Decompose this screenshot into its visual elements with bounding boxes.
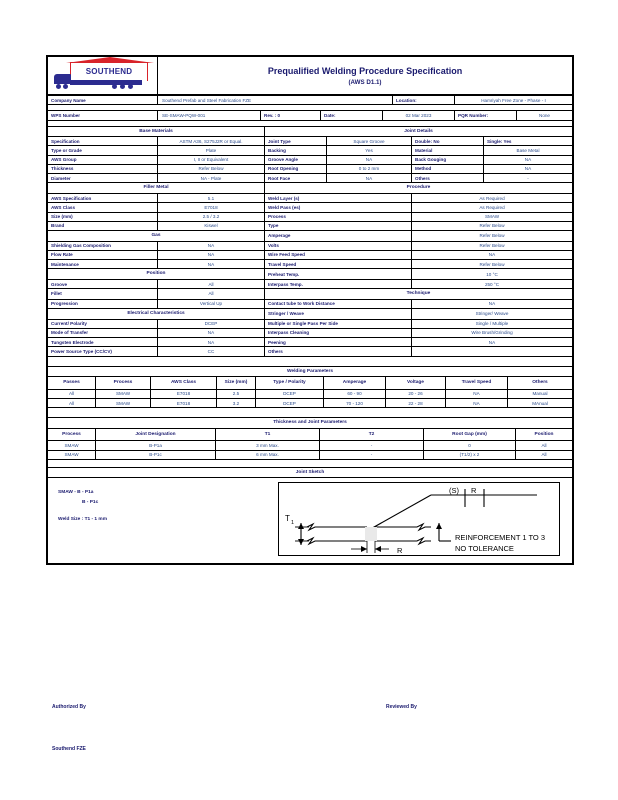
jd-value: 0 to 2 mm xyxy=(327,164,412,173)
proc-label: Weld Layer (s) xyxy=(265,194,412,203)
elec-label: Mode of Transfer xyxy=(48,328,158,337)
company-footer-label: Southend FZE xyxy=(52,746,86,752)
cell-root-gap: 0 xyxy=(424,441,516,450)
fm-value: E7018 xyxy=(158,203,265,212)
revision-label: Rev. : 0 xyxy=(261,111,321,120)
jd-label: Root Face xyxy=(265,174,327,183)
bm-label: Thickness xyxy=(48,164,158,173)
jd-label2: Material xyxy=(412,146,484,155)
table-row xyxy=(48,289,573,300)
cell-passes: All xyxy=(48,399,96,408)
thickness-joint-table xyxy=(47,417,573,460)
jd-value: Yes xyxy=(327,146,412,155)
jd-label2: Method xyxy=(412,164,484,173)
cell-aws-class: E7018 xyxy=(151,399,217,408)
cell-type-polarity: DCEP xyxy=(256,399,324,408)
proc-label: Interpass Temp. xyxy=(265,280,412,289)
jd-label2: Back Gouging xyxy=(412,155,484,164)
joint-sketch-table xyxy=(47,467,573,565)
bm-label: Diameter xyxy=(48,174,158,183)
proc-label: Type xyxy=(265,221,412,230)
gas-label: Shielding Gas Composition xyxy=(48,241,158,250)
pqr-number-label: PQR Number: xyxy=(455,111,517,120)
fm-label: Size (mm) xyxy=(48,212,158,221)
col-aws-class: AWS Class xyxy=(151,377,217,390)
fm-value: Kiswel xyxy=(158,221,265,230)
col-others: Others xyxy=(508,377,573,390)
reinforcement-note-2: NO TOLERANCE xyxy=(455,544,514,554)
technique-header: Technique xyxy=(265,289,573,300)
proc-value: NA xyxy=(412,250,573,259)
tech-label: Stringer / Weave xyxy=(265,309,412,320)
table-header-row xyxy=(48,377,573,390)
proc-label: Amperage xyxy=(265,231,412,242)
bm-value: ASTM A36, S275J2R or Equal. xyxy=(158,137,265,146)
proc-value: Refer Below xyxy=(412,241,573,250)
proc-label: Preheat Temp. xyxy=(265,269,412,280)
table-row xyxy=(48,450,573,459)
cell-size: 3.2 xyxy=(217,399,256,408)
proc-label: Weld Pass (es) xyxy=(265,203,412,212)
electrical-header: Electrical Characteristics xyxy=(48,309,265,320)
double-label: Double: No xyxy=(412,137,484,146)
cell-travel-speed: NA xyxy=(446,399,508,408)
cell-process: SMAW xyxy=(48,441,96,450)
table-row xyxy=(48,164,573,173)
cell-t1: 3 mm Max. xyxy=(216,441,320,450)
wheel-icon xyxy=(56,84,61,89)
joint-type-label: Joint Type xyxy=(265,137,327,146)
table-row xyxy=(48,221,573,230)
filler-metal-header: Filler Metal xyxy=(48,183,265,194)
tech-value: NA xyxy=(412,299,573,308)
weld-detail-diagram xyxy=(278,482,560,556)
cell-voltage: 22 - 28 xyxy=(386,399,446,408)
jd-value2: - xyxy=(484,174,573,183)
r-label-top: R xyxy=(471,486,477,496)
wheel-icon xyxy=(120,84,125,89)
table-row xyxy=(48,260,573,269)
wps-number-row xyxy=(47,110,573,120)
col-t2: T2 xyxy=(320,428,424,441)
cell-aws-class: E7018 xyxy=(151,389,217,398)
table-row xyxy=(48,319,573,328)
gas-value: NA xyxy=(158,260,265,269)
table-row xyxy=(48,441,573,450)
pos-value: Vertical Up xyxy=(158,299,265,308)
date-value: 02 Mar 2023 xyxy=(383,111,455,120)
title-block xyxy=(47,56,573,95)
fm-value: 2.5 / 3.2 xyxy=(158,212,265,221)
jd-value2: NA xyxy=(484,164,573,173)
gas-value: NA xyxy=(158,250,265,259)
cell-root-gap: (T1/2) x 2 xyxy=(424,450,516,459)
jd-value: NA xyxy=(327,174,412,183)
company-row xyxy=(47,95,573,105)
wheel-icon xyxy=(128,84,133,89)
jd-label: Groove Angle xyxy=(265,155,327,164)
elec-label: Current/ Polarity xyxy=(48,319,158,328)
cell-passes: All xyxy=(48,389,96,398)
proc-value: 10 °C xyxy=(412,269,573,280)
col-process: Process xyxy=(48,428,96,441)
gas-header: Gas xyxy=(48,231,265,242)
jd-label2: Others xyxy=(412,174,484,183)
table-row xyxy=(48,299,573,308)
tech-value: Stringer/ Weave xyxy=(412,309,573,320)
bm-value: Plate xyxy=(158,146,265,155)
joint-sketch-header: Joint Sketch xyxy=(48,467,573,478)
sketch-line-3: Weld Size : T1 - 1 mm xyxy=(58,516,107,522)
welding-parameters-table xyxy=(47,366,573,409)
tech-value: NA xyxy=(412,338,573,347)
proc-label: Volts xyxy=(265,241,412,250)
cell-amperage: 60 - 90 xyxy=(324,389,386,398)
cell-process: SMAW xyxy=(96,389,151,398)
cell-others: Manual xyxy=(508,389,573,398)
tech-label: Peening xyxy=(265,338,412,347)
fm-label: AWS Specification xyxy=(48,194,158,203)
col-root-gap: Root Gap (mm) xyxy=(424,428,516,441)
row-spacer xyxy=(47,357,573,366)
table-row xyxy=(48,146,573,155)
t-subscript: 1 xyxy=(291,520,295,527)
elec-value: CC xyxy=(158,347,265,356)
tech-label: Contact tube to Work Distance xyxy=(265,299,412,308)
proc-label: Travel Speed xyxy=(265,260,412,269)
proc-label: Wire Feed Speed xyxy=(265,250,412,259)
location-value: Hamriyah Free Zone - Phase - I xyxy=(455,96,573,105)
cell-process: SMAW xyxy=(96,399,151,408)
gas-label: Maintenance xyxy=(48,260,158,269)
tech-label: Interpass Cleaning xyxy=(265,328,412,337)
row-spacer xyxy=(47,408,573,417)
cell-joint-designation: B-P1a xyxy=(96,441,216,450)
proc-value: 250 °C xyxy=(412,280,573,289)
cell-t2: - xyxy=(320,441,424,450)
bm-value: I, II or Equivalent xyxy=(158,155,265,164)
table-row xyxy=(48,241,573,250)
cell-joint-designation: B-P1c xyxy=(96,450,216,459)
col-joint-designation: Joint Designation xyxy=(96,428,216,441)
logo-text: SOUTHEND xyxy=(85,66,133,76)
company-name-label: Company Name xyxy=(48,96,158,105)
authorized-by-label: Authorized By xyxy=(52,704,86,710)
jd-value2: NA xyxy=(484,155,573,164)
jd-label: Root Opening xyxy=(265,164,327,173)
gas-value: NA xyxy=(158,241,265,250)
table-row xyxy=(48,137,573,146)
proc-label: Process xyxy=(265,212,412,221)
table-row xyxy=(48,347,573,356)
jd-value: NA xyxy=(327,155,412,164)
elec-value: NA xyxy=(158,328,265,337)
single-label: Single: Yes xyxy=(484,137,573,146)
wps-form xyxy=(46,55,574,565)
jd-value2: Base Metal xyxy=(484,146,573,155)
welding-parameters-header: Welding Parameters xyxy=(48,366,573,377)
cell-amperage: 70 - 120 xyxy=(324,399,386,408)
table-row xyxy=(48,389,573,398)
joint-type-value: Square Groove xyxy=(327,137,412,146)
col-process: Process xyxy=(96,377,151,390)
cell-position: All xyxy=(516,441,573,450)
location-label: Location: xyxy=(393,96,455,105)
table-row xyxy=(48,203,573,212)
weld-symbol-svg xyxy=(279,483,561,557)
s-label: (S) xyxy=(449,486,459,496)
pos-label: Groove xyxy=(48,280,158,289)
table-row xyxy=(48,338,573,347)
table-row xyxy=(48,399,573,408)
pos-value: All xyxy=(158,289,265,300)
pos-value: All xyxy=(158,280,265,289)
col-t1: T1 xyxy=(216,428,320,441)
joint-sketch-body xyxy=(48,478,573,564)
table-row xyxy=(48,280,573,289)
cell-type-polarity: DCEP xyxy=(256,389,324,398)
col-amperage: Amperage xyxy=(324,377,386,390)
sketch-line-2: B - P1c xyxy=(82,500,99,506)
r-label-bottom: R xyxy=(397,546,403,556)
wheel-icon xyxy=(112,84,117,89)
col-voltage: Voltage xyxy=(386,377,446,390)
base-materials-header: Base Materials xyxy=(48,126,265,137)
fm-label: Brand xyxy=(48,221,158,230)
position-header: Position xyxy=(48,269,265,280)
proc-value: Refer Below xyxy=(412,260,573,269)
wheel-icon xyxy=(63,84,68,89)
cell-voltage: 20 - 26 xyxy=(386,389,446,398)
elec-value: NA xyxy=(158,338,265,347)
cell-t2: - xyxy=(320,450,424,459)
tech-label: Others xyxy=(265,347,412,356)
cell-process: SMAW xyxy=(48,450,96,459)
bm-label: Type or Grade xyxy=(48,146,158,155)
bm-label: AWS Group xyxy=(48,155,158,164)
cell-position: All xyxy=(516,450,573,459)
table-row xyxy=(48,174,573,183)
procedure-header: Procedure xyxy=(265,183,573,194)
table-row xyxy=(48,194,573,203)
fm-value: 5.1 xyxy=(158,194,265,203)
table-row xyxy=(48,250,573,259)
tech-value xyxy=(412,347,573,356)
tech-value: Wire Brush/Grinding xyxy=(412,328,573,337)
col-position: Position xyxy=(516,428,573,441)
joint-details-header: Joint Details xyxy=(265,126,573,137)
company-name-value: Southend Prefab and Steel Fabrication FZE xyxy=(158,96,393,105)
proc-value: SMAW xyxy=(412,212,573,221)
col-travel-speed: Travel Speed xyxy=(446,377,508,390)
cell-travel-speed: NA xyxy=(446,389,508,398)
page-subtitle: (AWS D1.1) xyxy=(348,78,382,86)
tech-value: Single / Multiple xyxy=(412,319,573,328)
reinforcement-note-1: REINFORCEMENT 1 TO 3 xyxy=(455,533,546,543)
wps-number-label: WPS Number xyxy=(48,111,158,120)
pos-label: Progression xyxy=(48,299,158,308)
table-row xyxy=(48,155,573,164)
thickness-joint-header: Thickness and Joint Parameters xyxy=(48,418,573,429)
jd-label: Backing xyxy=(265,146,327,155)
reviewed-by-label: Reviewed By xyxy=(386,704,417,710)
document-title-cell xyxy=(158,57,573,95)
date-label: Date: xyxy=(321,111,383,120)
bm-value: NA - Plate xyxy=(158,174,265,183)
truck-icon xyxy=(54,74,71,84)
page-title: Prequalified Welding Procedure Specification xyxy=(267,65,463,76)
proc-value: Refer Below xyxy=(412,221,573,230)
cell-size: 2.5 xyxy=(217,389,256,398)
row-spacer xyxy=(47,460,573,467)
tech-label: Multiple or Single Pass Per Side xyxy=(265,319,412,328)
proc-value: As Required xyxy=(412,194,573,203)
elec-label: Tungsten Electrode xyxy=(48,338,158,347)
base-materials-joint-details xyxy=(47,126,573,357)
elec-value: DCEP xyxy=(158,319,265,328)
col-passes: Passes xyxy=(48,377,96,390)
proc-value: Refer Below xyxy=(412,231,573,242)
bm-label: Specification xyxy=(48,137,158,146)
pos-label: Fillet xyxy=(48,289,158,300)
table-row xyxy=(48,212,573,221)
t-label: T xyxy=(285,514,290,524)
gas-label: Flow Rate xyxy=(48,250,158,259)
table-header-row xyxy=(48,428,573,441)
bm-value: Refer Below xyxy=(158,164,265,173)
elec-label: Power Source Type (CC/CV) xyxy=(48,347,158,356)
company-logo xyxy=(48,57,158,95)
table-row xyxy=(48,328,573,337)
fm-label: AWS Class xyxy=(48,203,158,212)
col-type-polarity: Type / Polarity xyxy=(256,377,324,390)
cell-t1: 6 mm Max. xyxy=(216,450,320,459)
wps-number-value: SE-SMAW-PQW-001 xyxy=(158,111,261,120)
cell-others: MAnual xyxy=(508,399,573,408)
proc-value: As Required xyxy=(412,203,573,212)
sketch-line-1: SMAW - B - P1a xyxy=(58,490,94,496)
col-size: Size (mm) xyxy=(217,377,256,390)
pqr-number-value: None xyxy=(517,111,573,120)
